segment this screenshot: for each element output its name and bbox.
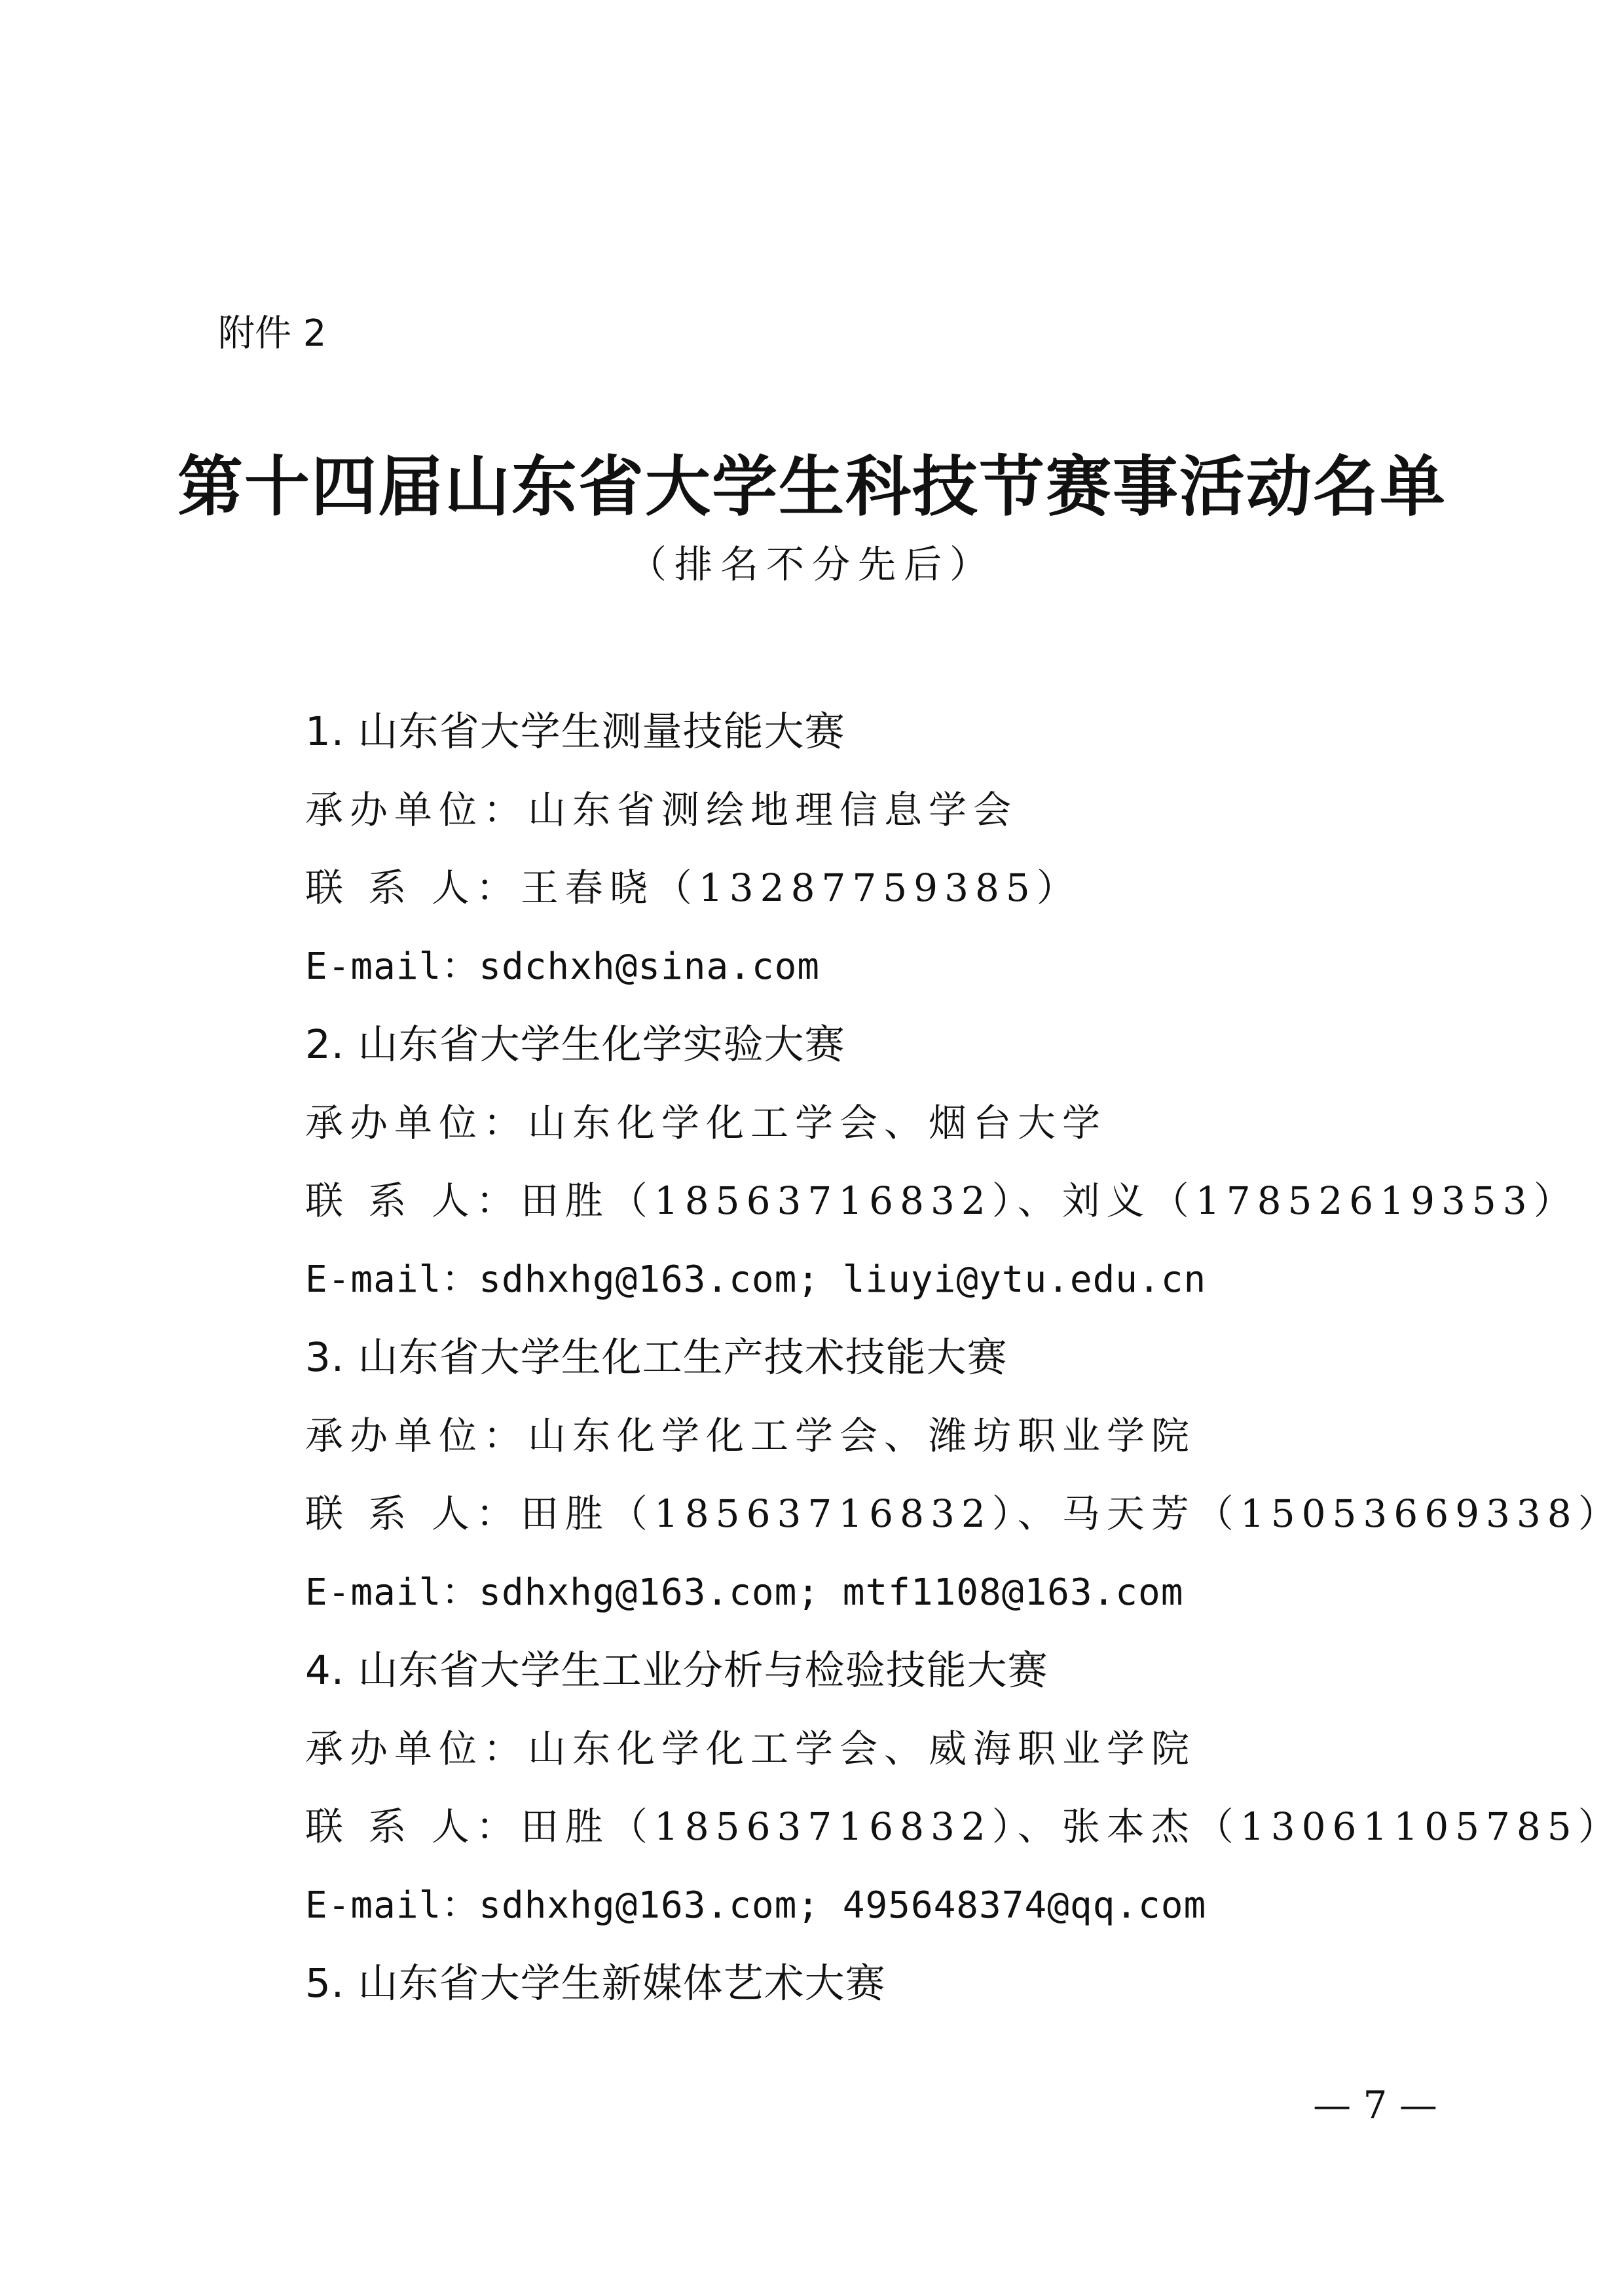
event-organizer: 承办单位：山东省测绘地理信息学会: [305, 787, 1018, 832]
event-item-1: [305, 693, 1484, 1006]
event-heading: 5. 山东省大学生新媒体艺术大赛: [305, 1960, 886, 2007]
attachment-label: 附件 2: [218, 312, 327, 355]
event-heading: 1. 山东省大学生测量技能大赛: [305, 708, 845, 755]
event-contact: 联 系 人：田胜（18563716832）、马天芳（15053669338）: [305, 1491, 1623, 1536]
event-contact: 联 系 人：田胜（18563716832）、张本杰（13061105785）: [305, 1804, 1623, 1849]
event-item-5: [305, 1944, 1484, 2023]
event-contact: 联 系 人：王春晓（13287759385）: [305, 866, 1081, 910]
event-contact: 联 系 人：田胜（18563716832）、刘义（17852619353）: [305, 1178, 1578, 1223]
event-item-3: [305, 1319, 1623, 1631]
event-email: E-mail：sdhxhg@163.com; mtf1108@163.com: [305, 1571, 1184, 1614]
event-email: E-mail：sdchxh@sina.com: [305, 945, 821, 988]
event-item-2: [305, 1006, 1578, 1319]
event-organizer: 承办单位：山东化学化工学会、烟台大学: [305, 1100, 1107, 1145]
event-heading: 3. 山东省大学生化工生产技术技能大赛: [305, 1334, 1008, 1381]
event-item-4: [305, 1631, 1623, 1944]
document-subtitle: （排名不分先后）: [628, 542, 995, 587]
event-list: [305, 693, 1623, 2023]
page-number: — 7 —: [1313, 2083, 1437, 2127]
event-heading: 4. 山东省大学生工业分析与检验技能大赛: [305, 1647, 1048, 1694]
event-organizer: 承办单位：山东化学化工学会、威海职业学院: [305, 1726, 1196, 1771]
event-email: E-mail：sdhxhg@163.com; liuyi@ytu.edu.cn: [305, 1258, 1207, 1301]
event-organizer: 承办单位：山东化学化工学会、潍坊职业学院: [305, 1413, 1196, 1458]
document-title: 第十四届山东省大学生科技节赛事活动名单: [177, 448, 1447, 525]
event-email: E-mail：sdhxhg@163.com; 495648374@qq.com: [305, 1884, 1207, 1927]
event-heading: 2. 山东省大学生化学实验大赛: [305, 1021, 845, 1068]
